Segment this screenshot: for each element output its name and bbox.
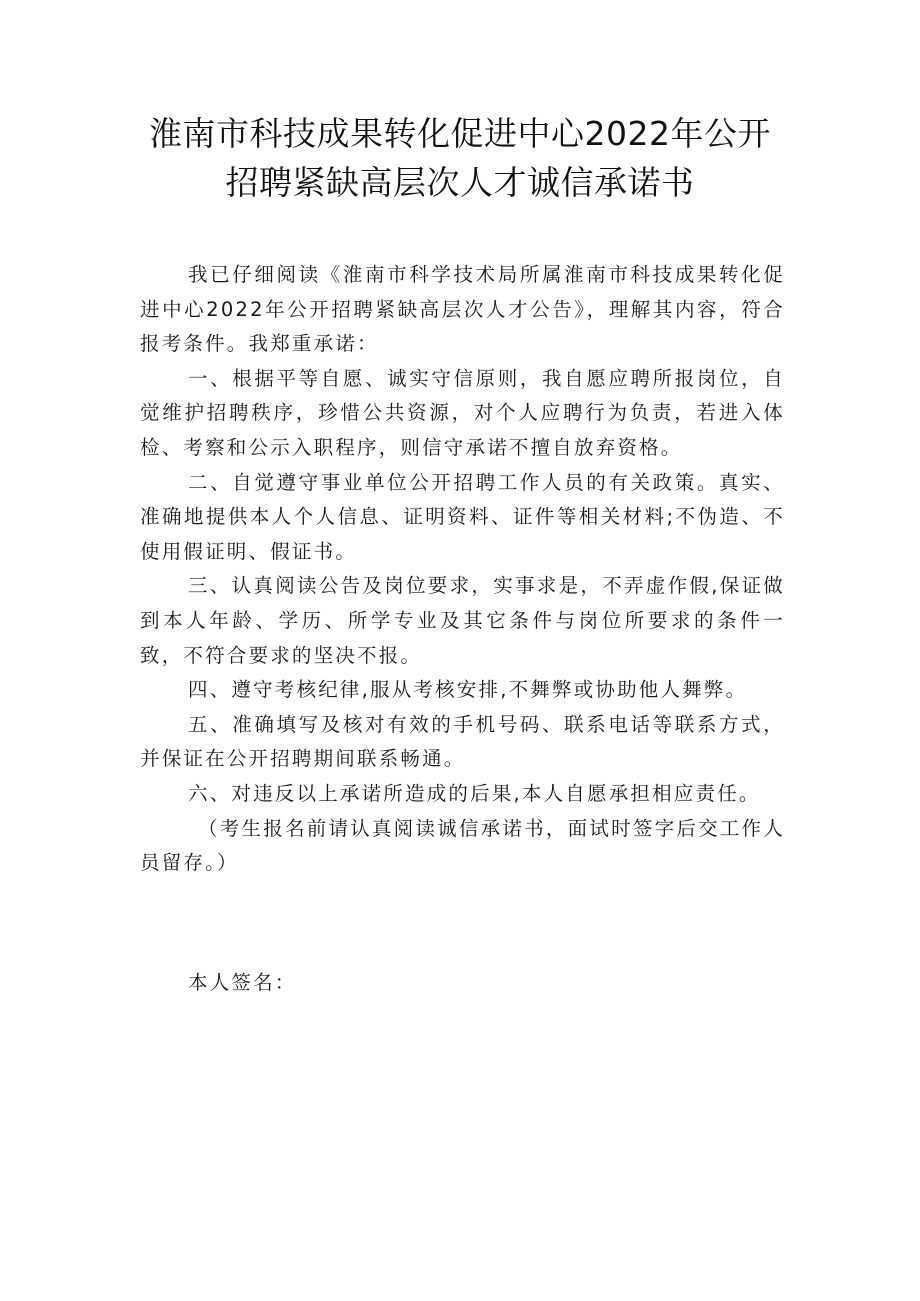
commitment-item-6: 六、对违反以上承诺所造成的后果,本人自愿承担相应责任。: [188, 781, 761, 805]
document-title-line-1: 淮南市科技成果转化促进中心2022年公开: [149, 114, 771, 153]
intro-paragraph: 我已仔细阅读《淮南市科学技术局所属淮南市科技成果转化促进中心2022年公开招聘紧缺高层次人才公告》，理解其内容，符合报考条件。我郑重承诺：: [140, 263, 785, 356]
commitment-item-4: 四、遵守考核纪律,服从考核安排,不舞弊或协助他人舞弊。: [188, 678, 748, 702]
commitment-item-1: 一、根据平等自愿、诚实守信原则，我自愿应聘所报岗位，自觉维护招聘秩序，珍惜公共资源，对个人应聘行为负责，若进入体检、考察和公示入职程序，则信守承诺不擅自放弃资格。: [140, 366, 785, 459]
document-body: [140, 258, 785, 881]
note-paragraph: （考生报名前请认真阅读诚信承诺书，面试时签字后交工作人员留存。）: [140, 816, 785, 875]
document-title-line-2: 招聘紧缺高层次人才诚信承诺书: [225, 163, 695, 202]
signature-label: 本人签名：: [188, 971, 297, 994]
commitment-item-5: 五、准确填写及核对有效的手机号码、联系电话等联系方式，并保证在公开招聘期间联系畅通。: [140, 712, 785, 771]
commitment-item-3: 三、认真阅读公告及岗位要求，实事求是，不弄虚作假,保证做到本人年龄、学历、所学专业及其它条件与岗位所要求的条件一致，不符合要求的坚决不报。: [140, 574, 785, 667]
commitment-item-2: 二、自觉遵守事业单位公开招聘工作人员的有关政策。真实、准确地提供本人个人信息、证明资料、证件等相关材料;不伪造、不使用假证明、假证书。: [140, 470, 785, 563]
